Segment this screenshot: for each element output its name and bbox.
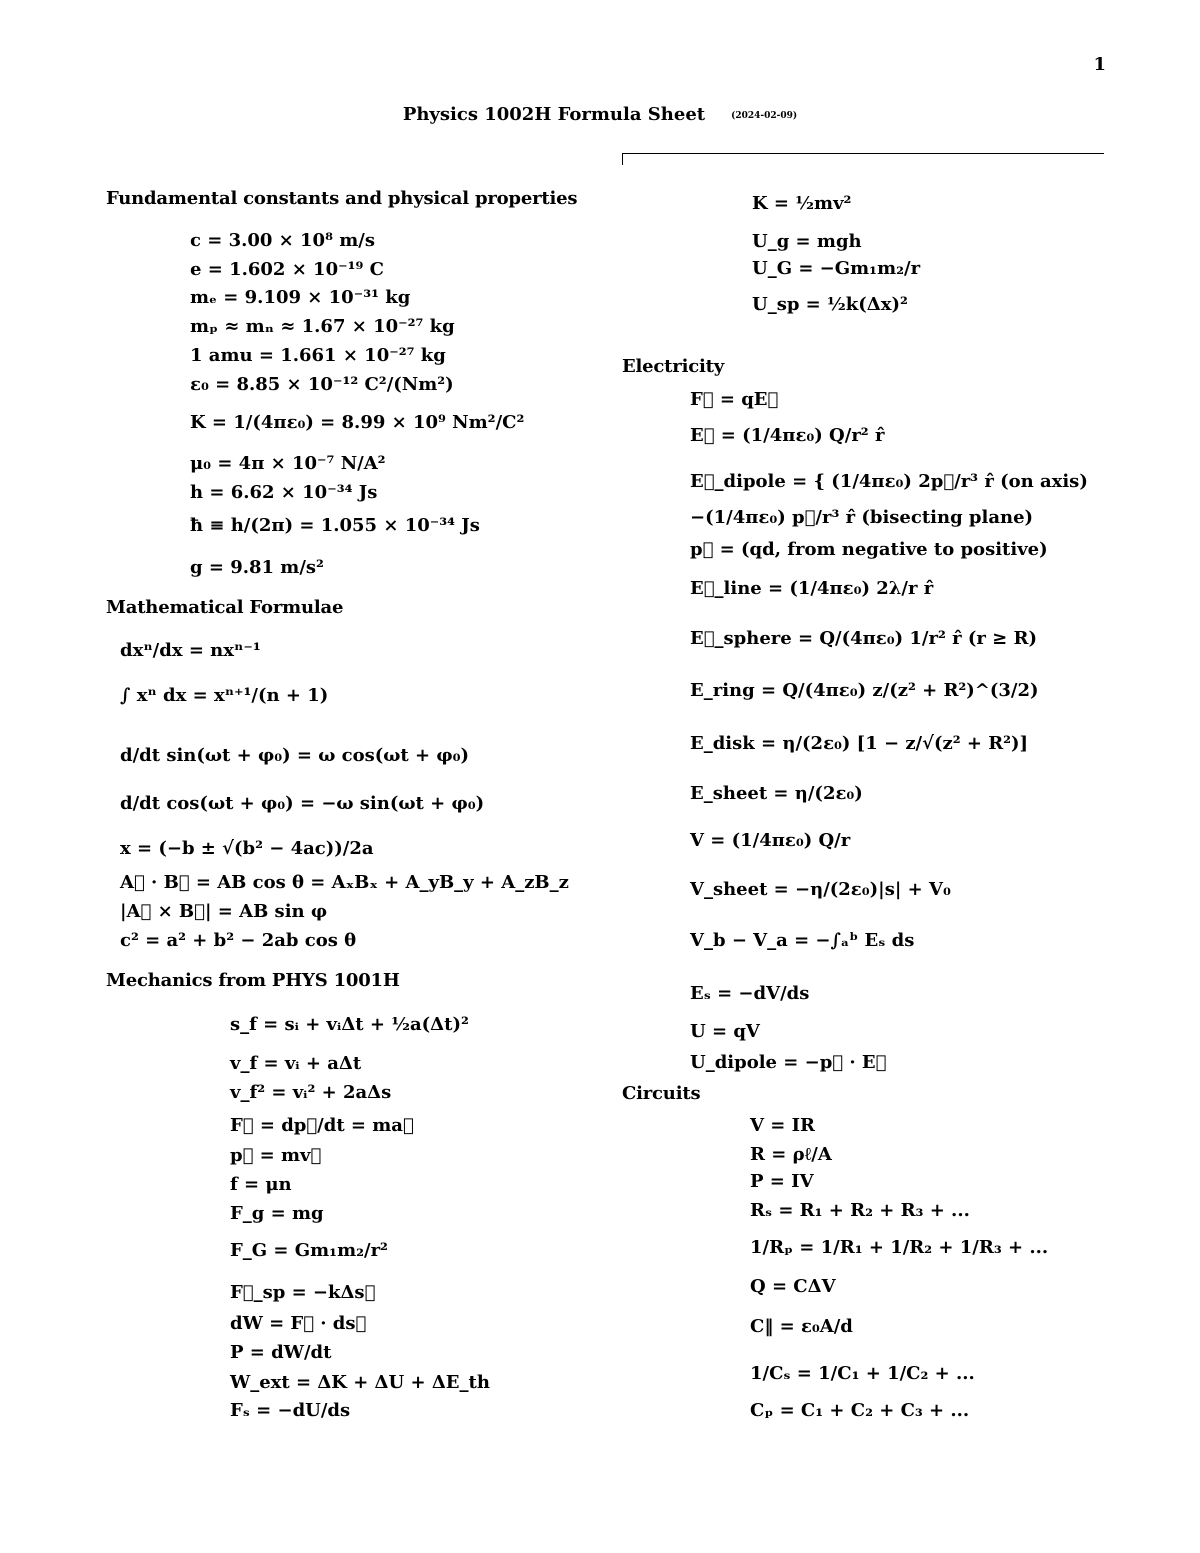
mechanics-formula: F⃗_sp = −kΔs⃗ bbox=[230, 1282, 376, 1303]
electricity-formula: Eₛ = −dV/ds bbox=[690, 983, 810, 1004]
electricity-formula: E⃗_sphere = Q/(4πε₀) 1/r² r̂ (r ≥ R) bbox=[690, 628, 1037, 649]
mechanics-formula: F_g = mg bbox=[230, 1203, 324, 1224]
heading-constants: Fundamental constants and physical properties bbox=[106, 188, 578, 209]
page-title bbox=[0, 104, 1200, 125]
column-rule-tick bbox=[622, 153, 623, 165]
electricity-formula: E⃗_line = (1/4πε₀) 2λ/r r̂ bbox=[690, 578, 934, 599]
mechanics-formula: W_ext = ΔK + ΔU + ΔE_th bbox=[230, 1372, 490, 1393]
heading-mechanics: Mechanics from PHYS 1001H bbox=[106, 970, 400, 991]
math-formula: A⃗ · B⃗ = AB cos θ = AₓBₓ + A_yB_y + A_zB_z bbox=[120, 872, 569, 893]
constants-formula: ħ ≡ h/(2π) = 1.055 × 10⁻³⁴ Js bbox=[190, 515, 480, 536]
constants-formula: mₑ = 9.109 × 10⁻³¹ kg bbox=[190, 287, 411, 308]
circuits-formula: 1/Rₚ = 1/R₁ + 1/R₂ + 1/R₃ + ... bbox=[750, 1237, 1049, 1258]
electricity-formula: V = (1/4πε₀) Q/r bbox=[690, 830, 851, 851]
electricity-formula: −(1/4πε₀) p⃗/r³ r̂ (bisecting plane) bbox=[690, 507, 1034, 528]
title-date: (2024-02-09) bbox=[731, 111, 798, 121]
constants-formula: e = 1.602 × 10⁻¹⁹ C bbox=[190, 259, 384, 280]
mechanics-formula: f = μn bbox=[230, 1174, 292, 1195]
mechanics-formula: P = dW/dt bbox=[230, 1342, 332, 1363]
mechanics-formula: dW = F⃗ · ds⃗ bbox=[230, 1313, 367, 1334]
constants-formula: ε₀ = 8.85 × 10⁻¹² C²/(Nm²) bbox=[190, 374, 454, 395]
page-number: 1 bbox=[1093, 54, 1106, 75]
math-formula: dxⁿ/dx = nxⁿ⁻¹ bbox=[120, 640, 261, 661]
electricity-formula: E⃗_dipole = { (1/4πε₀) 2p⃗/r³ r̂ (on axis) bbox=[690, 471, 1088, 492]
heading-math: Mathematical Formulae bbox=[106, 597, 344, 618]
constants-formula: c = 3.00 × 10⁸ m/s bbox=[190, 230, 375, 251]
mechanics-formula: v_f² = vᵢ² + 2aΔs bbox=[230, 1082, 392, 1103]
math-formula: c² = a² + b² − 2ab cos θ bbox=[120, 930, 357, 951]
electricity-formula: U_dipole = −p⃗ · E⃗ bbox=[690, 1052, 887, 1073]
electricity-formula: E_sheet = η/(2ε₀) bbox=[690, 783, 863, 804]
column-rule bbox=[622, 153, 1104, 154]
circuits-formula: Q = CΔV bbox=[750, 1276, 836, 1297]
electricity-formula: F⃗ = qE⃗ bbox=[690, 389, 779, 410]
electricity-formula: U = qV bbox=[690, 1021, 760, 1042]
math-formula: |A⃗ × B⃗| = AB sin φ bbox=[120, 901, 328, 922]
constants-formula: K = 1/(4πε₀) = 8.99 × 10⁹ Nm²/C² bbox=[190, 412, 525, 433]
energy-formula: U_g = mgh bbox=[752, 231, 862, 252]
circuits-formula: C‖ = ε₀A/d bbox=[750, 1316, 853, 1337]
mechanics-formula: F⃗ = dp⃗/dt = ma⃗ bbox=[230, 1115, 414, 1136]
math-formula: d/dt cos(ωt + φ₀) = −ω sin(ωt + φ₀) bbox=[120, 793, 485, 814]
constants-formula: g = 9.81 m/s² bbox=[190, 557, 324, 578]
electricity-formula: V_sheet = −η/(2ε₀)|s| + V₀ bbox=[690, 879, 951, 900]
electricity-formula: E_disk = η/(2ε₀) [1 − z/√(z² + R²)] bbox=[690, 733, 1029, 754]
electricity-formula: V_b − V_a = −∫ₐᵇ Eₛ ds bbox=[690, 930, 915, 951]
heading-circuits: Circuits bbox=[622, 1083, 701, 1104]
circuits-formula: Cₚ = C₁ + C₂ + C₃ + ... bbox=[750, 1400, 970, 1421]
math-formula: d/dt sin(ωt + φ₀) = ω cos(ωt + φ₀) bbox=[120, 745, 470, 766]
circuits-formula: 1/Cₛ = 1/C₁ + 1/C₂ + ... bbox=[750, 1363, 975, 1384]
constants-formula: mₚ ≈ mₙ ≈ 1.67 × 10⁻²⁷ kg bbox=[190, 316, 455, 337]
math-formula: x = (−b ± √(b² − 4ac))/2a bbox=[120, 838, 374, 859]
energy-formula: U_sp = ½k(Δx)² bbox=[752, 294, 908, 315]
circuits-formula: V = IR bbox=[750, 1115, 815, 1136]
electricity-formula: p⃗ = (qd, from negative to positive) bbox=[690, 539, 1048, 560]
energy-formula: K = ½mv² bbox=[752, 193, 852, 214]
mechanics-formula: Fₛ = −dU/ds bbox=[230, 1400, 351, 1421]
mechanics-formula: p⃗ = mv⃗ bbox=[230, 1145, 322, 1166]
circuits-formula: R = ρℓ/A bbox=[750, 1144, 832, 1165]
heading-electricity: Electricity bbox=[622, 356, 724, 377]
math-formula: ∫ xⁿ dx = xⁿ⁺¹/(n + 1) bbox=[120, 685, 329, 706]
circuits-formula: Rₛ = R₁ + R₂ + R₃ + ... bbox=[750, 1200, 970, 1221]
constants-formula: h = 6.62 × 10⁻³⁴ Js bbox=[190, 482, 378, 503]
electricity-formula: E_ring = Q/(4πε₀) z/(z² + R²)^(3/2) bbox=[690, 680, 1039, 701]
electricity-formula: E⃗ = (1/4πε₀) Q/r² r̂ bbox=[690, 425, 885, 446]
mechanics-formula: F_G = Gm₁m₂/r² bbox=[230, 1240, 388, 1261]
energy-formula: U_G = −Gm₁m₂/r bbox=[752, 258, 921, 279]
mechanics-formula: s_f = sᵢ + vᵢΔt + ½a(Δt)² bbox=[230, 1014, 469, 1035]
constants-formula: 1 amu = 1.661 × 10⁻²⁷ kg bbox=[190, 345, 446, 366]
constants-formula: μ₀ = 4π × 10⁻⁷ N/A² bbox=[190, 453, 386, 474]
circuits-formula: P = IV bbox=[750, 1171, 814, 1192]
mechanics-formula: v_f = vᵢ + aΔt bbox=[230, 1053, 362, 1074]
title-text: Physics 1002H Formula Sheet bbox=[402, 104, 706, 125]
